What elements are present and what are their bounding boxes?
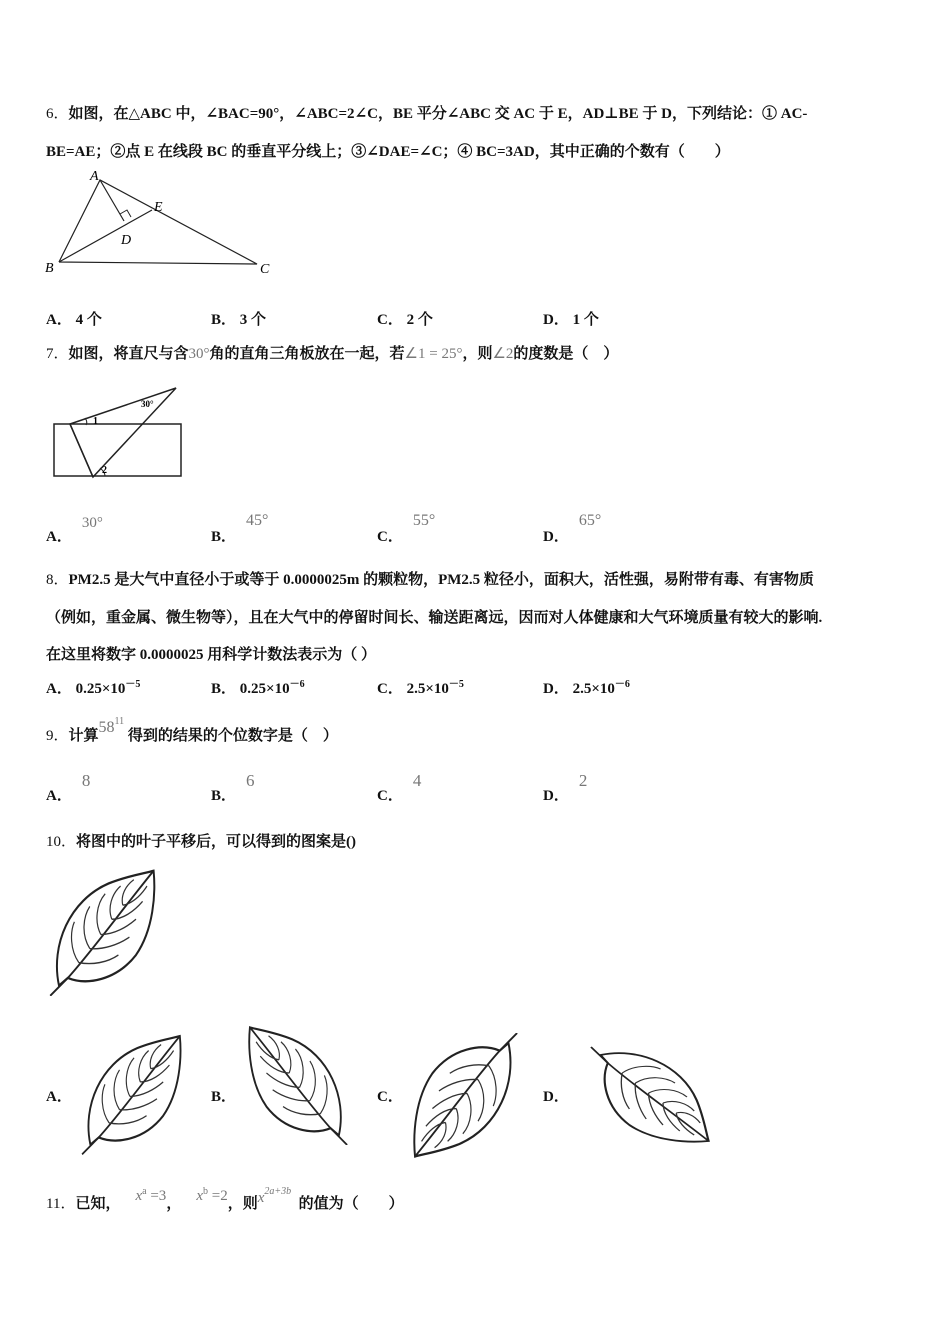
- q6-label-c: C: [260, 262, 270, 277]
- q7-option-d[interactable]: D．65°: [543, 512, 602, 545]
- q7-stem: [46, 342, 618, 363]
- q8-line2: （例如，重金属、微生物等），且在大气中的停留时间长、输送距离远，因而对人体健康和大气环境质量有较大的影响.: [46, 610, 823, 626]
- q9-option-b[interactable]: B．6: [211, 771, 255, 804]
- q7-number: 7．: [46, 346, 69, 362]
- q6-number: 6．: [46, 106, 69, 122]
- q7-option-a[interactable]: A．30°: [46, 515, 103, 545]
- q6-line1: [46, 102, 807, 123]
- q7-ruler-triangle-figure: [45, 380, 190, 480]
- q6-triangle-abc: [59, 180, 257, 264]
- q11-math-xb-base: x: [196, 1188, 203, 1204]
- q6-option-a[interactable]: A． 4 个: [46, 312, 102, 328]
- q6-option-b[interactable]: B． 3 个: [211, 312, 267, 328]
- q11-math-xa-rest: =3: [146, 1188, 167, 1204]
- q10-number: 10．: [46, 834, 77, 850]
- q10-option-c-leaf[interactable]: [410, 1033, 520, 1159]
- q7-option-b[interactable]: B．45°: [211, 512, 269, 545]
- q9-stem: 9．计算$58^{11}$ 得到的结果的个位数字是（ ）: [46, 716, 338, 744]
- q11-math-xb-exp: b: [203, 1186, 208, 1197]
- q7-label-30: 30°: [141, 399, 154, 409]
- q11-math-xa-base: x: [135, 1188, 143, 1204]
- q6-option-d[interactable]: D． 1 个: [543, 312, 599, 328]
- q7-label-2: 2: [102, 465, 107, 476]
- q9-option-a[interactable]: A．8: [46, 771, 91, 804]
- q7-triangle: [70, 388, 176, 477]
- q8-line1: 8．PM2.5 是大气中直径小于或等于 0.0000025m 的颗粒物，PM2.5 粒径小，面积大，活性强，易附带有毒、有害物质: [46, 572, 814, 588]
- q7-text-c: ，则: [462, 346, 493, 362]
- q6-text-line2: BE=AE；②点 E 在线段 BC 的垂直平分线上；③∠DAE=∠C；④ BC=3AD，其中正确的个数有（ ）: [46, 144, 730, 160]
- q6-triangle-figure: [40, 165, 290, 280]
- q10-option-b-leaf[interactable]: [245, 1025, 350, 1145]
- q9-number: 9．: [46, 728, 69, 744]
- q11-number: 11．: [46, 1196, 76, 1212]
- q6-label-e: E: [154, 200, 163, 215]
- q10-option-a-label[interactable]: A．: [46, 1089, 72, 1105]
- q10-option-d-label[interactable]: D．: [543, 1089, 569, 1105]
- q8-option-b[interactable]: B． $0.25\times 10^{-6}$: [211, 679, 305, 697]
- q7-option-c[interactable]: C．55°: [377, 512, 436, 545]
- q7-math-angle1: ∠1 = 25°: [404, 346, 463, 362]
- q7-label-1: 1: [93, 416, 98, 427]
- q10-option-b-label[interactable]: B．: [211, 1089, 237, 1105]
- q10-option-c-label[interactable]: C．: [377, 1089, 403, 1105]
- q6-label-b: B: [45, 261, 54, 276]
- q11-stem: 11．已知， $x^a =3$， $x^b =2$，则$x^{2a+3b}$ 的值为（ ）: [46, 1186, 404, 1212]
- q9-option-c[interactable]: C．4: [377, 771, 422, 804]
- q9-exp: 11: [114, 716, 125, 727]
- q10-option-d-leaf[interactable]: [588, 1045, 714, 1145]
- q6-option-c[interactable]: C． 2 个: [377, 312, 433, 328]
- q6-label-d: D: [121, 233, 132, 248]
- q9-base: 58: [98, 719, 115, 736]
- q6-text-line1: 如图，在△ABC 中，∠BAC=90°，∠ABC=2∠C，BE 平分∠ABC 交 AC 于 E，AD⊥BE 于 D，下列结论：① AC-: [68, 106, 808, 122]
- q6-segment-be: [59, 210, 152, 262]
- q9-option-d[interactable]: D．2: [543, 771, 588, 804]
- q8-option-d[interactable]: D． $2.5\times 10^{-6}$: [543, 679, 630, 697]
- q11-math-x-base: x: [257, 1190, 265, 1206]
- q6-label-a: A: [90, 169, 99, 184]
- q10-original-leaf: [48, 868, 158, 996]
- q11-math-xa-exp: a: [142, 1186, 147, 1197]
- q10-option-a-leaf[interactable]: [80, 1033, 184, 1155]
- q7-math-angle2: ∠2: [492, 346, 514, 362]
- q8-number: 8．: [46, 572, 69, 588]
- q7-text-b: 角的直角三角板放在一起，若: [209, 346, 405, 362]
- q10-stem: 10．将图中的叶子平移后，可以得到的图案是(): [46, 834, 357, 850]
- q8-line3: 在这里将数字 0.0000025 用科学计数法表示为（ ）: [46, 647, 377, 663]
- q8-option-c[interactable]: C． $2.5\times 10^{-5}$: [377, 679, 464, 697]
- q11-math-xb-rest: =2: [208, 1188, 228, 1204]
- q7-text-d: 的度数是（ ）: [513, 346, 619, 362]
- q7-text-a: 如图，将直尺与含: [68, 346, 189, 362]
- q7-math-30: 30°: [188, 346, 210, 362]
- q8-option-a[interactable]: A． $0.25\times 10^{-5}$: [46, 679, 141, 697]
- q11-math-x-exp: 2a+3b: [264, 1186, 292, 1197]
